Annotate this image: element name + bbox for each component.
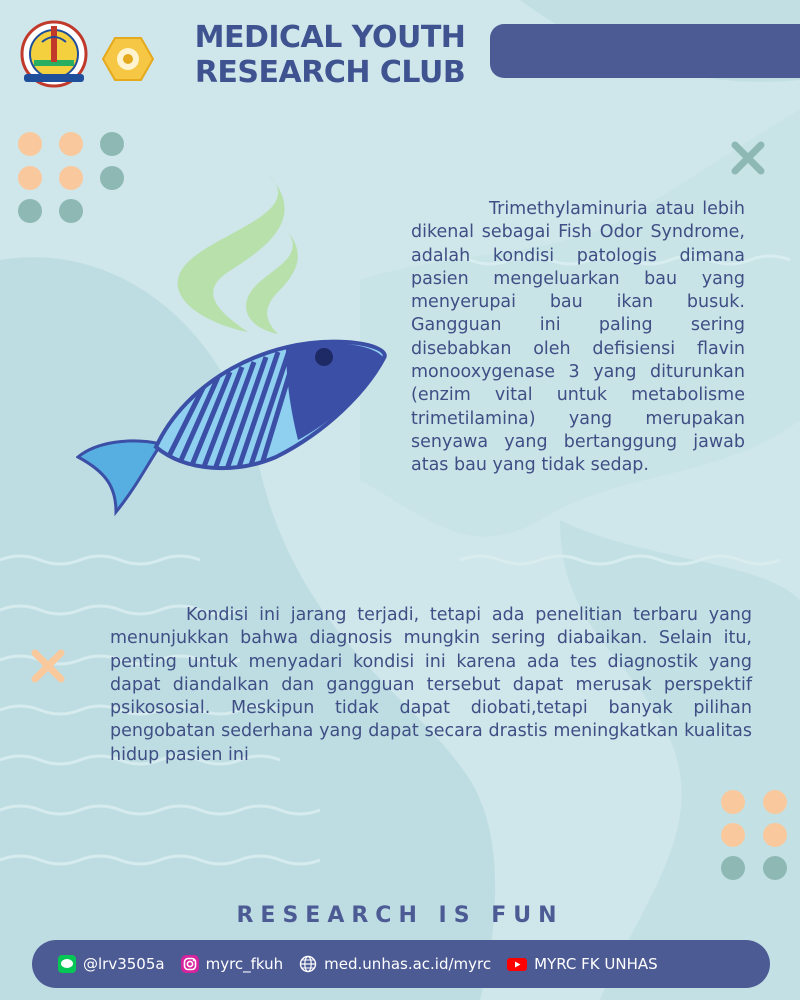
body-paragraph: Kondisi ini jarang terjadi, tetapi ada penelitian terbaru yang menunjukkan bahwa diagnosis mungkin sering diabaikan. Selain itu, penting untuk menyadari kondisi ini karena ada tes diagnostik yang dapat diandalkan dan gangguan tersebut dapat merusak perspektif psikososial. Meskipun tidak dapat diobati,tetapi banyak pilihan pengobatan sederhana yang dapat secara drastis meningkatkan kualitas hidup pasien ini xyxy=(110,605,752,765)
youtube-channel: MYRC FK UNHAS xyxy=(534,955,658,973)
fkuh-logo xyxy=(102,36,154,82)
intro-paragraph: Trimethylaminuria atau lebih dikenal sebagai Fish Odor Syndrome, adalah kondisi patologis dimana pasien mengeluarkan bau yang menyerupai bau ikan busuk. Gangguan ini paling sering disebabkan oleh defisiensi flavin monooxygenase 3 yang diturunkan (enzim vital untuk metabolisme trimetilamina) yang merupakan senyawa yang bertanggung jawab atas bau yang tidak sedap. xyxy=(411,199,745,476)
line-id: @lrv3505a xyxy=(83,955,165,973)
dot-grid-top-left xyxy=(18,132,128,232)
footer-bar xyxy=(32,940,770,988)
dot-grid-bottom-right xyxy=(721,790,791,882)
header-accent-bar xyxy=(490,24,800,78)
fish-illustration xyxy=(76,322,388,522)
instagram-icon xyxy=(181,955,199,973)
globe-icon xyxy=(299,955,317,973)
line-app-icon xyxy=(58,955,76,973)
instagram-handle: myrc_fkuh xyxy=(205,955,284,973)
tagline: RESEARCH IS FUN xyxy=(236,903,564,928)
footer-youtube[interactable] xyxy=(507,955,658,973)
myrc-logo xyxy=(14,14,94,90)
cross-icon xyxy=(30,648,66,684)
website-url: med.unhas.ac.id/myrc xyxy=(324,955,492,973)
youtube-icon xyxy=(507,955,527,973)
page-title xyxy=(180,20,480,90)
title-line-1: MEDICAL YOUTH xyxy=(194,20,466,55)
title-line-2: RESEARCH CLUB xyxy=(194,55,466,90)
footer-instagram[interactable] xyxy=(181,955,284,973)
odor-waves-illustration xyxy=(158,172,308,337)
cross-icon xyxy=(730,140,766,176)
footer-line[interactable] xyxy=(58,955,165,973)
footer-website[interactable] xyxy=(299,955,491,973)
